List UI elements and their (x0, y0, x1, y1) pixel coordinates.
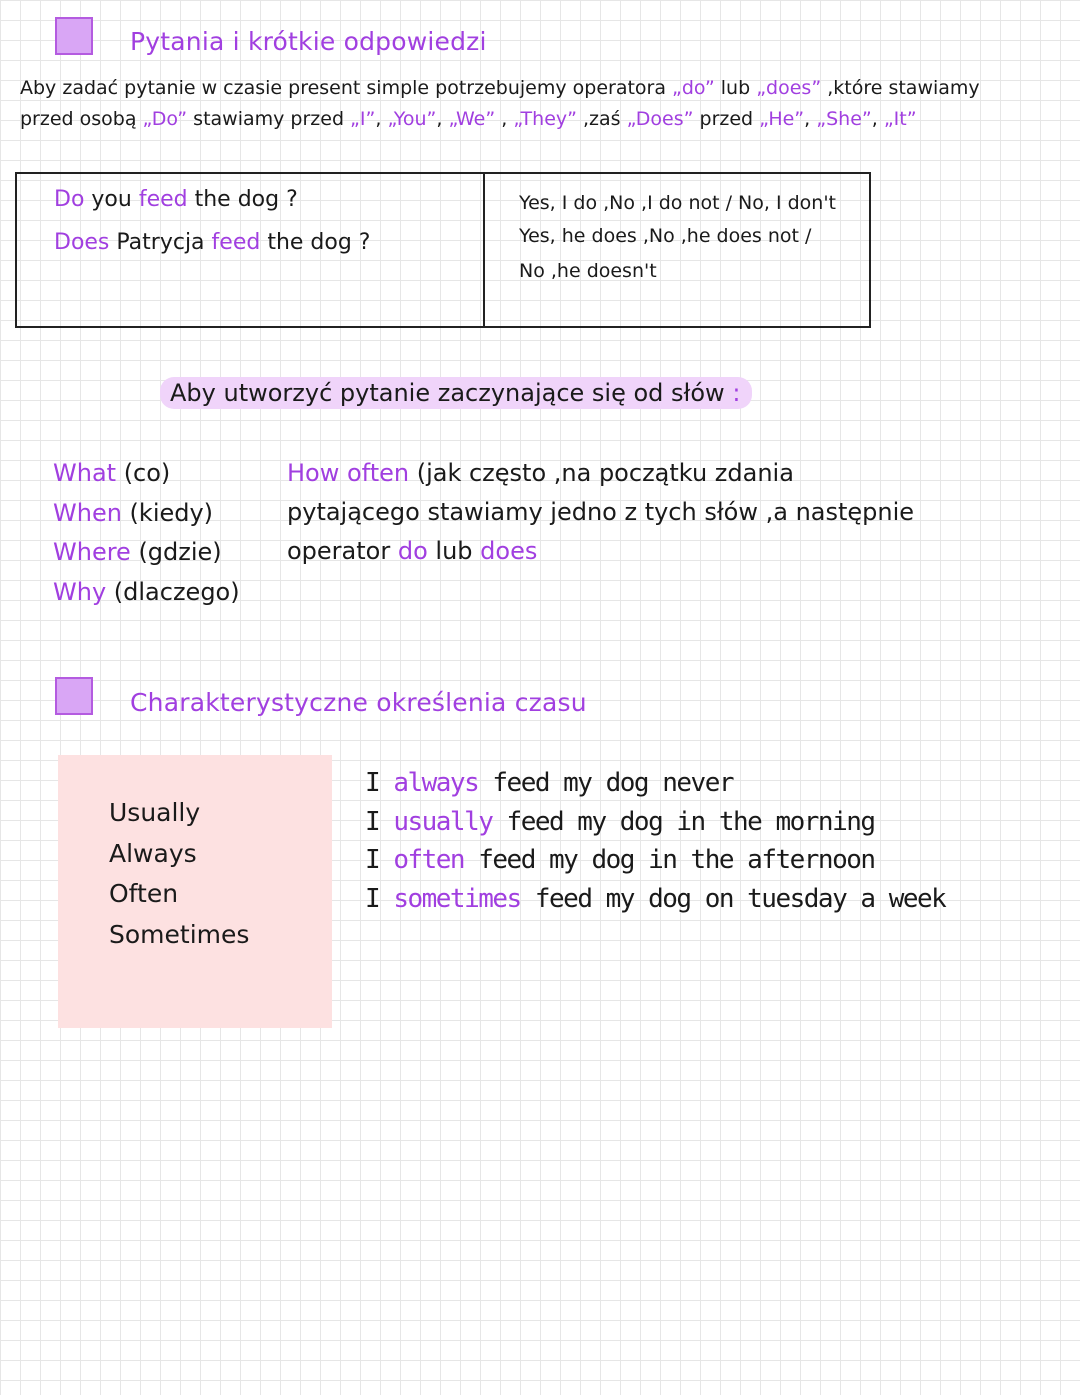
list-item: When (kiedy) (53, 498, 214, 527)
intro-line-2: przed osobą „Do” stawiamy przed „I”, „You”, „We” , „They” ,zaś „Does” przed „He”, „She”, „It” (20, 108, 917, 130)
question-words-banner: Aby utworzyć pytanie zaczynające się od słów : (160, 377, 752, 409)
list-item: Where (gdzie) (53, 538, 222, 566)
list-item: What (co) (53, 459, 171, 487)
question-answer-table (15, 172, 871, 328)
example-sentence: I usually feed my dog in the morning (365, 806, 875, 837)
adverb-item: Always (109, 838, 197, 868)
answer-line-3: No ,he doesn't (519, 260, 657, 282)
adverbs-box (58, 755, 332, 1028)
example-sentence: I often feed my dog in the afternoon (365, 845, 875, 876)
question-2: Does Patrycja feed the dog ? (54, 230, 371, 255)
question-words-explanation: How often (jak często ,na początku zdania pytającego stawiamy jedno z tych słów ,a następnie operator do lub does (287, 459, 915, 565)
adverb-item: Usually (109, 798, 201, 827)
intro-line-1: Aby zadać pytanie w czasie present simple potrzebujemy operatora „do” lub „does” ,które stawiamy (20, 77, 980, 99)
adverb-item: Sometimes (109, 919, 250, 949)
question-words-list (53, 454, 240, 612)
adverb-item: Often (109, 879, 179, 908)
question-1: Do you feed the dog ? (54, 187, 298, 212)
table-divider (483, 174, 485, 326)
answer-line-2: Yes, he does ,No ,he does not / (519, 225, 812, 247)
list-item: Why (dlaczego) (53, 577, 240, 606)
answer-line-1: Yes, I do ,No ,I do not / No, I don't (519, 192, 836, 214)
section-marker-square (55, 677, 93, 715)
section-marker-square (55, 17, 93, 55)
example-sentences (365, 764, 945, 919)
section-title-questions: Pytania i krótkie odpowiedzi (130, 27, 487, 56)
example-sentence: I sometimes feed my dog on tuesday a week (365, 884, 946, 915)
section-title-time-expressions: Charakterystyczne określenia czasu (130, 688, 587, 717)
example-sentence: I always feed my dog never (365, 768, 733, 798)
